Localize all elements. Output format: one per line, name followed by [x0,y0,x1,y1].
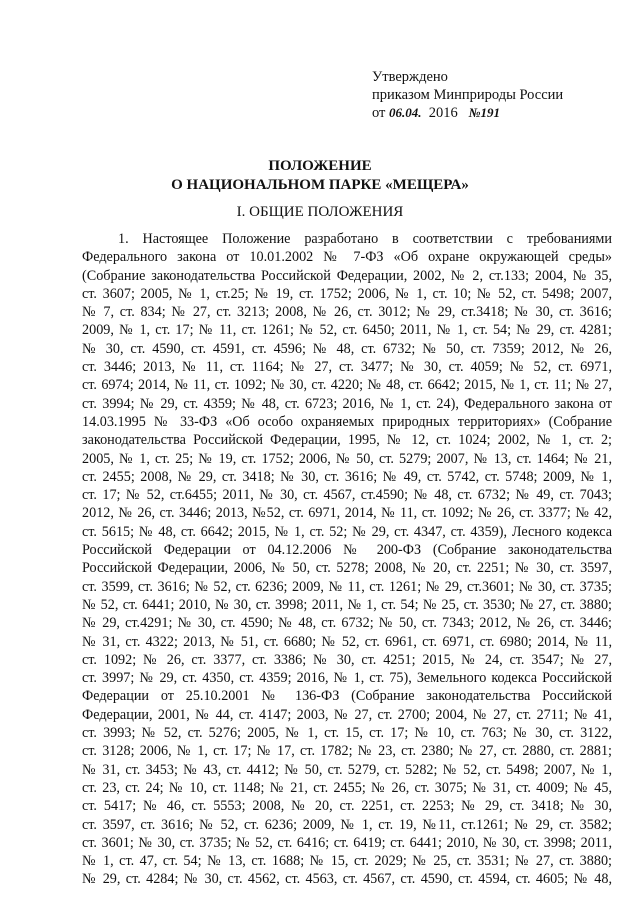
approval-line-order: приказом Минприроды России [372,87,564,103]
body-line: ст. 6974; 2014, № 11, ст. 1092; № 30, ст. 4220; № 48, ст. 6642; 2015, № 1, ст. 11; № 27, [82,377,612,394]
approval-line-approved: Утверждено [372,69,448,85]
approval-number-handwritten: №191 [468,105,501,120]
body-line: ст. 5615; № 48, ст. 6642; 2015, № 1, ст. 52; № 29, ст. 4347, ст. 4359), Лесного кодекса [82,523,612,540]
body-line: ст. 3128; 2006, № 1, ст. 17; № 17, ст. 1782; № 23, ст. 2380; № 27, ст. 2880, ст. 2881; [82,743,612,760]
body-line: 1. Настоящее Положение разработано в соответствии с требованиями [118,231,612,247]
title-line-2: О НАЦИОНАЛЬНОМ ПАРКЕ «МЕЩЕРА» [171,177,469,193]
body-line: 2009, № 1, ст. 17; № 11, ст. 1261; № 52, ст. 6450; 2011, № 1, ст. 54; № 29, ст. 4281; [82,322,612,339]
body-line: № 29, ст. 4284; № 30, ст. 4562, ст. 4563, ст. 4567, ст. 4590, ст. 4594, ст. 4605; № 48, [82,871,612,888]
body-line: ст. 3597, ст. 3616; № 52, ст. 6236; 2009, № 1, ст. 19, №11, ст.1261; № 29, ст. 3582; [82,816,612,833]
body-line: Федерального закона от 10.01.2002 № 7-ФЗ «Об охране окружающей среды» [82,249,612,266]
body-line: 14.03.1995 № 33-ФЗ «Об особо охраняемых природных территориях» (Собрание [82,413,612,430]
body-line: ст. 23, ст. 24; № 10, ст. 1148; № 21, ст. 2455; № 26, ст. 3075; № 31, ст. 4009; № 45, [82,779,612,796]
body-line: ст. 2455; 2008, № 29, ст. 3418; № 30, ст. 3616; № 49, ст. 5742, ст. 5748; 2009, № 1, [82,468,612,485]
body-line: 2012, № 26, ст. 3446; 2013, №52, ст. 6971, 2014, № 11, ст. 1092; № 26, ст. 3377; № 42, [82,505,612,522]
body-line: Федерации, 2001, № 44, ст. 4147; 2003, № 27, ст. 2700; 2004, № 27, ст. 2711; № 41, [82,706,612,723]
body-line: ст. 3599, ст. 3616; № 52, ст. 6236; 2009, № 11, ст. 1261; № 29, ст.3601; № 30, ст. 3735; [82,578,612,595]
body-paragraph [82,230,612,889]
approval-line-date [372,104,612,122]
approval-stamp [372,68,612,122]
body-line: № 31, ст. 3453; № 43, ст. 4412; № 50, ст. 5279, ст. 5282; № 52, ст. 5498; 2007, № 1, [82,761,612,778]
body-line: ст. 17; № 52, ст.6455; 2011, № 30, ст. 4567, ст.4590; № 48, ст. 6732; № 49, ст. 7043; [82,487,612,504]
body-line: № 52, ст. 6441; 2010, № 30, ст. 3998; 2011, № 1, ст. 54; № 25, ст. 3530; № 27, ст. 3880; [82,596,612,613]
body-line: Российской Федерации, 2006, № 50, ст. 5278; 2008, № 20, ст. 2251; № 30, ст. 3597, [82,560,612,577]
body-line: 2005, № 1, ст. 25; № 19, ст. 1752; 2006, № 50, ст. 5279; 2007, № 13, ст. 1464; № 21, [82,450,612,467]
body-line: № 29, ст.4291; № 30, ст. 4590; № 48, ст. 6732; № 50, ст. 7343; 2012, № 26, ст. 3446; [82,615,612,632]
body-line: ст. 3993; № 52, ст. 5276; 2005, № 1, ст. 15, ст. 17; № 10, ст. 763; № 30, ст. 3122, [82,725,612,742]
body-line: ст. 3997; № 29, ст. 4350, ст. 4359; 2016, № 1, ст. 75), Земельного кодекса Российской [82,670,612,687]
body-line: ст. 3601; № 30, ст. 3735; № 52, ст. 6416; ст. 6419; ст. 6441; 2010, № 30, ст. 3998; 2011, [82,834,612,851]
body-line: № 30, ст. 4590, ст. 4591, ст. 4596; № 48, ст. 6732; № 50, ст. 7359; 2012, № 26, [82,340,612,357]
approval-year: 2016 [428,105,458,121]
body-line: ст. 3607; 2005, № 1, ст.25; № 19, ст. 1752; 2006, № 1, ст. 10; № 52, ст. 5498; 2007, [82,285,612,302]
body-line: № 1, ст. 47, ст. 54; № 13, ст. 1688; № 15, ст. 2029; № 25, ст. 3531; № 27, ст. 3880; [82,853,612,870]
approval-date-handwritten: 06.04. [389,105,422,120]
body-line: Российской Федерации от 04.12.2006 № 200-ФЗ (Собрание законодательства [82,542,612,559]
body-line: ст. 3446; 2013, № 11, ст. 1164; № 27, ст. 3477; № 30, ст. 4059; № 52, ст. 6971, [82,359,612,376]
body-line: № 31, ст. 4322; 2013, № 51, ст. 6680; № 52, ст. 6961, ст. 6971, ст. 6980; 2014, № 11, [82,633,612,650]
section-heading: I. ОБЩИЕ ПОЛОЖЕНИЯ [236,204,404,220]
body-line: № 7, ст. 834; № 27, ст. 3213; 2008, № 26, ст. 3012; № 29, ст.3418; № 30, ст. 3616; [82,304,612,321]
body-line: Федерации от 25.10.2001 № 136-ФЗ (Собрание законодательства Российской [82,688,612,705]
document-title [0,157,640,195]
body-line: законодательства Российской Федерации, 1995, № 12, ст. 1024; 2002, № 1, ст. 2; [82,432,612,449]
approval-date-prefix: от [372,105,386,121]
title-line-1: ПОЛОЖЕНИЕ [268,158,372,174]
body-line: (Собрание законодательства Российской Федерации, 2002, № 2, ст.133; 2004, № 35, [82,267,612,284]
body-line: ст. 5417; № 46, ст. 5553; 2008, № 20, ст. 2251, ст. 2253; № 29, ст. 3418; № 30, [82,798,612,815]
body-line: ст. 1092; № 26, ст. 3377, ст. 3386; № 30, ст. 4251; 2015, № 24, ст. 3547; № 27, [82,651,612,668]
body-line: ст. 3994; № 29, ст. 4359; № 48, ст. 6723; 2016, № 1, ст. 24), Федерального закона от [82,395,612,412]
